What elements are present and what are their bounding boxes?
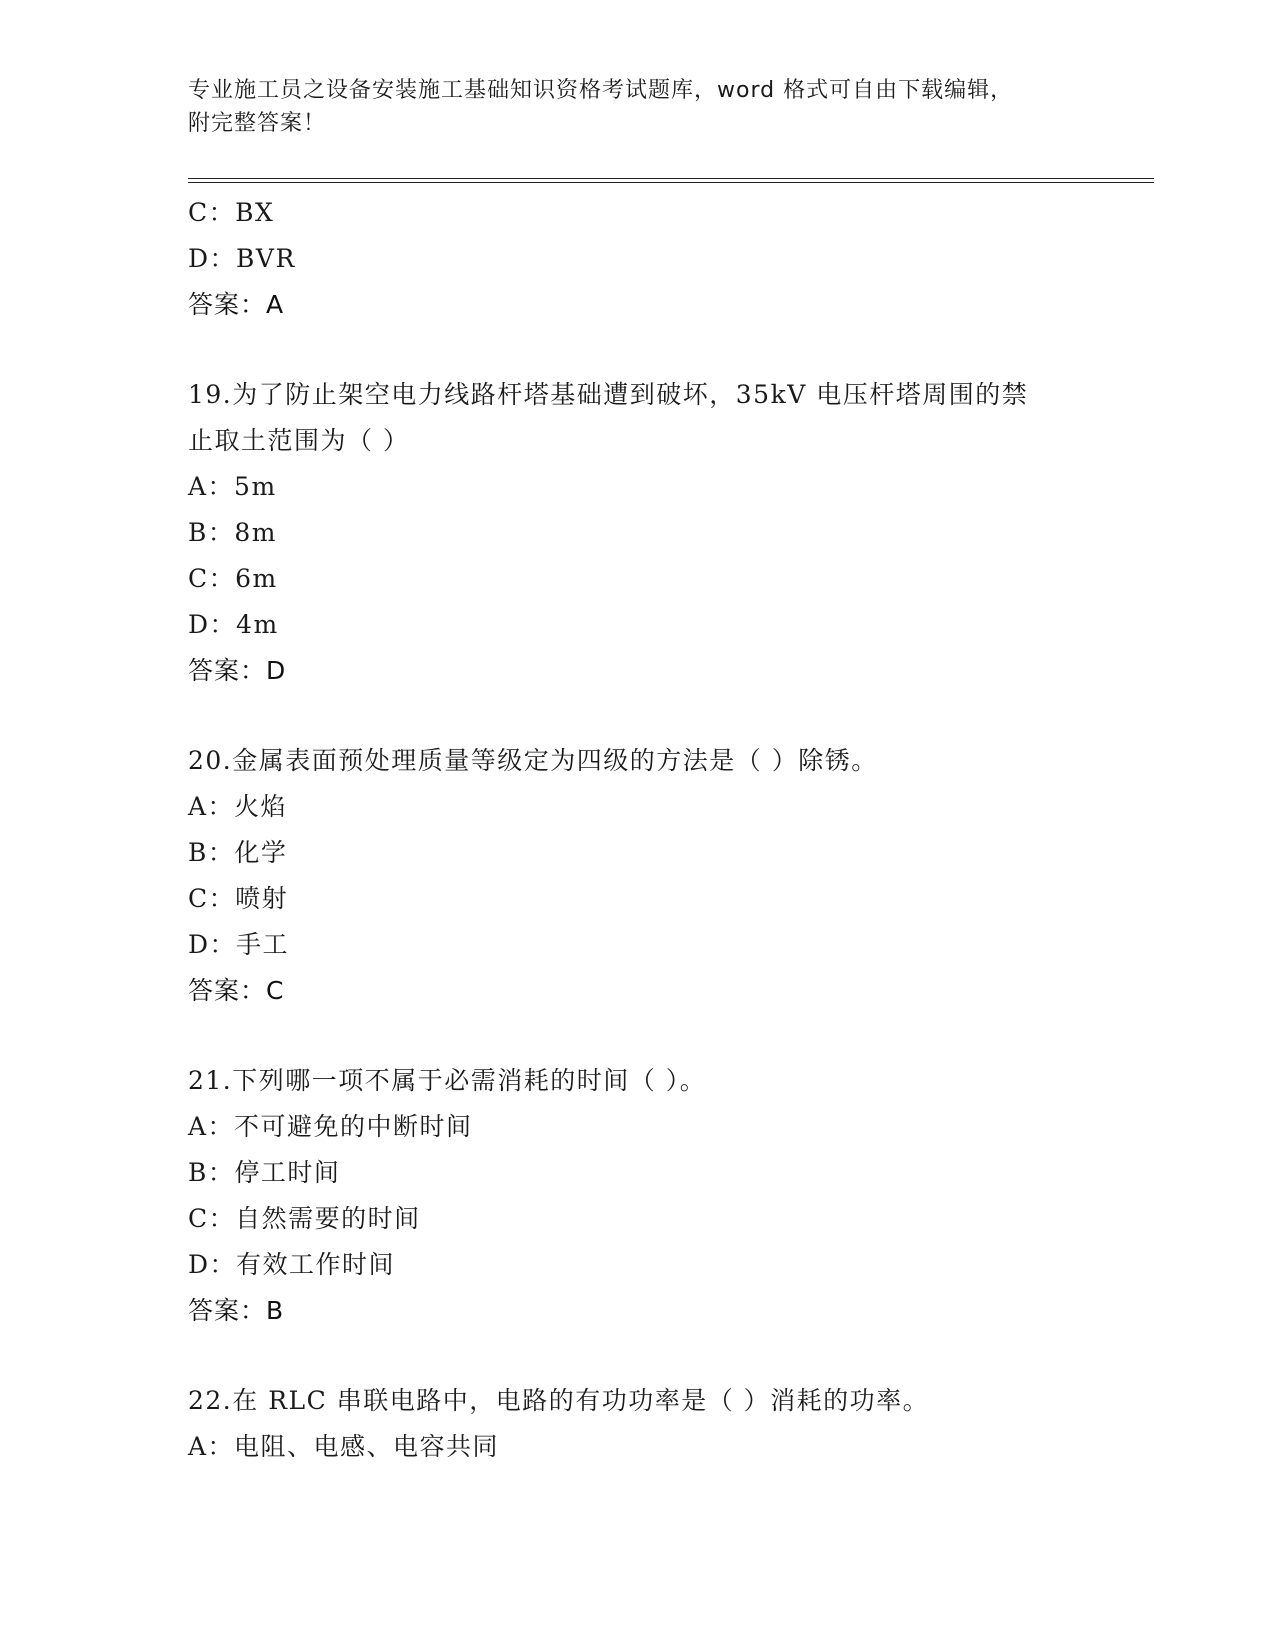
spacer	[188, 1334, 1154, 1378]
question-22-option-a: A：电阻、电感、电容共同	[188, 1432, 500, 1461]
header-line-2: 附完整答案！	[188, 111, 327, 136]
question-18-tail	[188, 190, 1154, 328]
question-19-option-a: A：5m	[188, 472, 277, 501]
question-21-option-b: B：停工时间	[188, 1158, 341, 1187]
question-21-answer: 答案：B	[188, 1296, 285, 1325]
header-line-1: 专业施工员之设备安装施工基础知识资格考试题库，word 格式可自由下载编辑，	[188, 78, 1014, 103]
question-18-option-d: D：BVR	[188, 244, 296, 273]
question-19-option-b: B：8m	[188, 518, 277, 547]
question-21-option-c: C：自然需要的时间	[188, 1204, 421, 1233]
header-divider-top	[188, 178, 1154, 179]
question-19-option-d: D：4m	[188, 610, 279, 639]
question-19	[188, 372, 1154, 694]
question-18-answer: 答案：A	[188, 290, 285, 319]
question-list	[188, 190, 1154, 1470]
question-18-option-c: C：BX	[188, 198, 275, 227]
question-20-option-b: B：化学	[188, 838, 288, 867]
question-21	[188, 1058, 1154, 1334]
question-19-stem-line-1: 19.为了防止架空电力线路杆塔基础遭到破坏，35kV 电压杆塔周围的禁	[188, 380, 1029, 409]
question-19-answer: 答案：D	[188, 656, 287, 685]
question-21-stem: 21.下列哪一项不属于必需消耗的时间（ ）。	[188, 1066, 707, 1095]
question-22-stem: 22.在 RLC 串联电路中，电路的有功功率是（ ）消耗的功率。	[188, 1386, 930, 1415]
document-header	[188, 74, 1088, 140]
spacer	[188, 694, 1154, 738]
question-21-option-a: A：不可避免的中断时间	[188, 1112, 473, 1141]
question-20-option-a: A：火焰	[188, 792, 288, 821]
question-20-option-d: D：手工	[188, 930, 290, 959]
question-19-stem-line-2: 止取土范围为（ ）	[188, 426, 410, 455]
question-20-answer: 答案：C	[188, 976, 285, 1005]
spacer	[188, 328, 1154, 372]
spacer	[188, 1014, 1154, 1058]
header-divider-bottom	[188, 182, 1154, 183]
question-22	[188, 1378, 1154, 1470]
question-21-option-d: D：有效工作时间	[188, 1250, 396, 1279]
question-20-option-c: C：喷射	[188, 884, 289, 913]
question-19-option-c: C：6m	[188, 564, 278, 593]
question-20	[188, 738, 1154, 1014]
question-20-stem: 20.金属表面预处理质量等级定为四级的方法是（ ）除锈。	[188, 746, 878, 775]
